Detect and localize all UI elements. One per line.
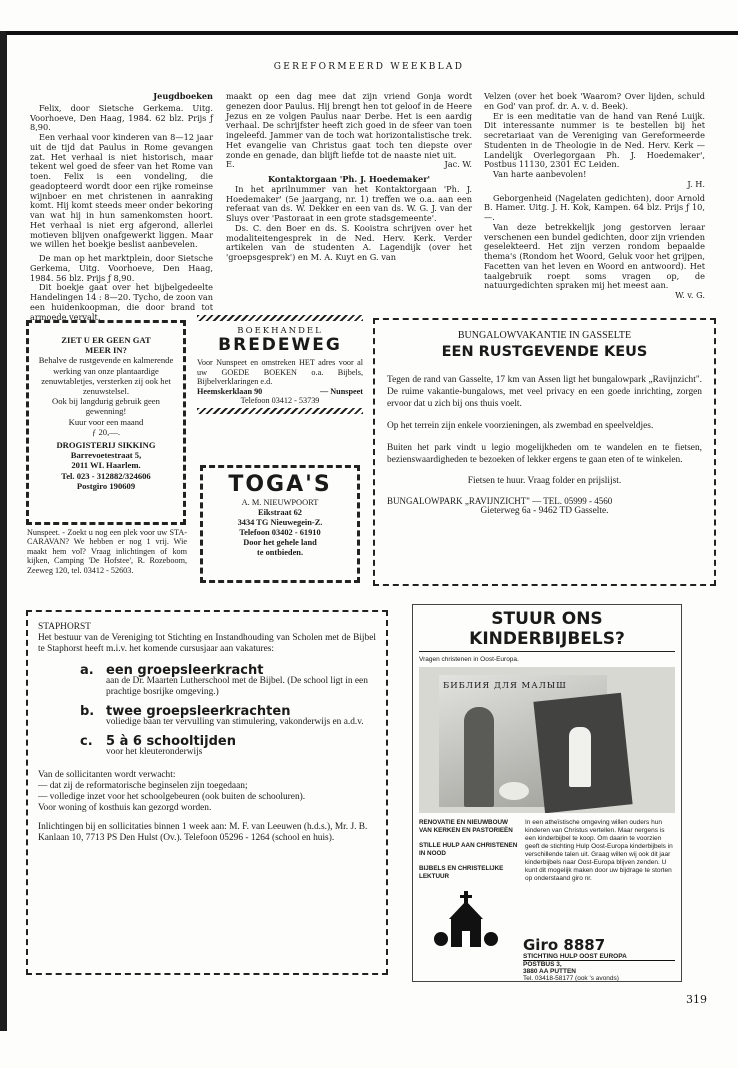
- church-logo-icon: [431, 889, 501, 949]
- ad-bungalowpark-ravijnzicht: [373, 318, 716, 586]
- signature-e: E.: [226, 159, 235, 170]
- kontaktorgaan-p1: In het aprilnummer van het Kontaktorgaan 'Ph. J. Hoedemaker' (5e jaargang, nr. 1) treffen we o.a. aan een referaat van ds. W. Dekker en een van ds. W. G. J. van der Sluys over 'Pastoraat in een grote stadsgemeente'.: [226, 183, 472, 223]
- top-rule: [6, 31, 738, 35]
- kontaktorgaan-cont: Velzen (over het boek 'Waarom? Over lijden, schuld en God' van prof. dr. A. v. d. Beek).: [484, 91, 705, 111]
- ad-kinder-title-2: KINDERBIJBELS?: [419, 629, 675, 652]
- ad-sikking-body-2: Ook bij langdurig gebruik geen gewenning!: [52, 396, 160, 417]
- ad-staphorst-vacatures: [26, 610, 388, 975]
- ad-sikking-headline-2: MEER IN?: [85, 345, 127, 356]
- ad-kinder-point-1: RENOVATIE EN NIEUWBOUW VAN KERKEN EN PASTORIEËN: [419, 819, 513, 834]
- ad-staphorst-heading: STAPHORST: [38, 622, 91, 632]
- review-marktplein-cont: maakt op een dag mee dat zijn vriend Gonja wordt genezen door Paulus. Hij brengt hen tot geloof in de Heere Jezus en ze volgen Paulus naar Derbe. Het is een aardig verhaal. De schrijfster heeft zich goed in de sfeer van toen ingeleefd. Jammer van de toch wat horizontalistische trek. Het evangelie van Christus gaat toch ten diepste over zonde en genade, dan blijft liefde tot de naaste niet uit.: [226, 91, 472, 160]
- ad-togas-tel: Telefoon 03402 - 61910: [239, 528, 321, 537]
- vacancy-c-desc: voor het kleuteronderwijs: [106, 747, 203, 757]
- ad-sikking-addr-2: 2011 WL Haarlem.: [71, 460, 141, 471]
- ad-bungalow-contact-2: Gieterweg 6a - 9462 TD Gasselte.: [480, 506, 609, 516]
- vacancy-b-label: b.: [80, 704, 95, 719]
- book-cover-title: БИБЛИЯ ДЛЯ МАЛЫШ: [443, 681, 567, 691]
- running-header: GEREFORMEERD WEEKBLAD: [273, 62, 465, 72]
- ad-bungalow-title: EEN RUSTGEVENDE KEUS: [441, 344, 648, 360]
- ad-bungalow-p1: Tegen de rand van Gasselte, 17 km van Assen ligt het bungalowpark „Ravijnzicht". De ruime vakantie-bungalows, met veel privacy en een goede inrichting, zorgen ervoor dat u zich bij ons thuis voelt.: [387, 375, 702, 409]
- wavy-rule-bottom: [197, 408, 363, 414]
- page-edge-shadow: [0, 31, 7, 1031]
- ad-sta-caravan: Nunspeet. - Zoekt u nog een plek voor uw STA-CARAVAN? We hebben er nog 1 vrij. Wie maakt hem vol? Vraag inlichtingen of kom kijken, Camping 'De Hofstee', R. Rozeboom, Zeeweg 120, tel. 03412 - 52603.: [27, 528, 187, 575]
- ad-staphorst-contact: Inlichtingen bij en sollicitaties binnen 1 week aan: M. F. van Leeuwen (h.d.s.), Mr. J. B. Kanlaan 10, 7713 PS Den Hulst (Ov.). Telefoon 05296 - 1264 (school en huis).: [38, 822, 368, 843]
- column-1: [30, 92, 213, 322]
- ad-bungalow-top: BUNGALOWVAKANTIE IN GASSELTE: [457, 330, 632, 341]
- ad-sikking-body: Behalve de rustgevende en kalmerende werking van onze plantaardige zenuwtabletjes, versterken zij ook het zenuwstelsel.: [38, 355, 174, 397]
- review-felix-citation: Felix, door Sietsche Gerkema. Uitg. Voorhoeve, Den Haag, 1984. 62 blz. Prijs ƒ 8,90.: [30, 102, 213, 133]
- ad-sikking-postgiro: Postgiro 190609: [76, 480, 136, 491]
- vacancy-c-title: 5 à 6 schooltijden: [106, 734, 236, 749]
- ad-boekhandel-bredeweg: [197, 315, 363, 445]
- review-marktplein-body: Dit boekje gaat over het bijbelgedeelte Handelingen 14 : 8—20. Tycho, de zoon van een huidenkoopman, die door brand tot armoede vervalt,: [30, 282, 213, 322]
- vacancy-a-desc: aan de Dr. Maarten Lutherschool met de Bijbel. (De school ligt in een prachtige bosrijke omgeving.): [106, 676, 368, 697]
- ad-kinder-subtitle: Vragen christenen in Oost-Europa.: [419, 656, 519, 663]
- ad-bungalow-p2: Op het terrein zijn enkele voorzieningen, als zwembad en speelveldjes.: [387, 421, 654, 431]
- ad-kinder-city: 3880 AA PUTTEN: [523, 968, 576, 976]
- ad-kinder-org: STICHTING HULP OOST EUROPA: [523, 953, 675, 961]
- ad-staphorst-req-2: — volledige inzet voor het schoolgebeuren (ook buiten de schooluren).: [38, 792, 306, 802]
- kontaktorgaan-p2: Ds. C. den Boer en ds. S. Kooistra schrijven over het modaliteitengesprek in de Ned. Herv. Kerk. Verder artikelen van de studenten A. Lagendijk (over het 'groepsgesprek') en M. A. Kuyt en G. van: [226, 222, 472, 262]
- illustration-lamb: [499, 782, 529, 800]
- review-marktplein-citation: De man op het marktplein, door Sietsche Gerkema, Uitg. Voorhoeve, Den Haag, 1984. 56 blz. Prijs ƒ 8,90.: [30, 253, 213, 283]
- kontaktorgaan-p3: Er is een meditatie van de hand van René Luijk. Dit interessante nummer is te bestellen bij het secretariaat van de Vereniging van Gereformeerde Studenten in de Theologie in de Ned. Herv. Kerk — Landelijk Overlegorgaan Ph. J. Hoedemaker', Postbus 11130, 2301 EC Leiden.: [484, 110, 705, 170]
- ad-sikking-addr-1: Barrevoetestraat 5,: [70, 450, 142, 461]
- ad-drogisterij-sikking: [26, 320, 186, 525]
- ad-togas: [200, 465, 360, 583]
- ad-bungalow-contact-1: BUNGALOWPARK „RAVIJNZICHT" — TEL. 05999 - 4560: [387, 496, 613, 506]
- ad-sikking-price: ƒ 20,—.: [92, 426, 120, 437]
- vacancy-b-desc: voliedige baan ter vervulling van stimulering, vakonderwijs en a.d.v.: [106, 717, 364, 727]
- ad-sikking-headline-1: ZIET U ER GEEN GAT: [61, 335, 151, 345]
- review-felix-body: Een verhaal voor kinderen van 8—12 jaar uit de tijd dat Paulus in Rome gevangen zat. Het verhaal is niet historisch, maar tekent wel goed de sfeer van het Rome van toen. Felix is een vondeling, die geadopteerd wordt door een rijke romeinse wijnboer en met christenen in aanraking komt. Hij komt steeds meer onder bekoring van wat hij in hun samenkomsten hoort. Het verhaal is niet erg afgerond, allerlei motieven blijven onafgewerkt liggen. Maar we willen het boekje beslist aanbevelen.: [30, 132, 213, 250]
- ad-bredeweg-top: BOEKHANDEL: [237, 326, 323, 336]
- section-heading: Jeugdboeken: [153, 91, 213, 101]
- ad-togas-city: 3434 TG Nieuwegein-Z.: [237, 518, 323, 527]
- vacancy-c-label: c.: [80, 734, 93, 749]
- ad-bredeweg-tel: Telefoon 03412 - 53739: [240, 395, 320, 405]
- book-cover-photo: [419, 667, 675, 813]
- ad-togas-note-1: Door het gehele land: [243, 538, 317, 547]
- ad-staphorst-req-1: — dat zij de reformatorische beginselen zijn toegedaan;: [38, 781, 248, 791]
- signature-wvg: W. v. G.: [675, 290, 705, 300]
- ad-bredeweg-city: — Nunspeet: [320, 386, 363, 396]
- ad-kinder-point-3: BIJBELS EN CHRISTELIJKE LEKTUUR: [419, 865, 504, 880]
- ad-togas-owner: A. M. NIEUWPOORT: [241, 498, 319, 507]
- ad-staphorst-housing: Voor woning of kosthuis kan gezorgd worden.: [38, 803, 212, 813]
- ad-kinderbijbels: [412, 604, 682, 982]
- wavy-rule-top: [197, 315, 363, 321]
- ad-staphorst-intro: Het bestuur van de Vereniging tot Stichting en Instandhouding van Scholen met de Bijbel te Staphorst heeft m.i.v. het komende cursusjaar aan vakatures:: [38, 633, 376, 654]
- ad-bredeweg-name: BREDEWEG: [218, 335, 342, 355]
- ad-sikking-name: DROGISTERIJ SIKKING: [56, 440, 156, 451]
- review-geborgenheid-citation: Geborgenheid (Nagelaten gedichten), door Arnold B. Hamer. Uitg. J. H. Kok, Kampen. 64 blz. Prijs ƒ 10,—.: [484, 192, 705, 222]
- ad-sikking-body-3: Kuur voor een maand: [68, 416, 144, 427]
- ad-sikking-tel: Tel. 023 - 312882/324606: [61, 470, 151, 481]
- ad-bredeweg-addr: Heemskerklaan 90: [197, 386, 263, 396]
- page-number: 319: [686, 993, 707, 1006]
- ad-bredeweg-body: Voor Nunspeet en omstreken HET adres voor al uw GOEDE BOEKEN o.a. Bijbels, Bijbelverklaringen e.d.: [197, 358, 363, 387]
- ad-togas-note-2: te ontbieden.: [256, 548, 304, 557]
- signature-jac-w: Jac. W.: [444, 159, 472, 170]
- kontaktorgaan-heading: Kontaktorgaan 'Ph. J. Hoedemaker': [267, 174, 431, 184]
- ad-bungalow-p4: Fietsen te huur. Vraag folder en prijslijst.: [467, 476, 622, 486]
- vacancy-a-title: een groepsleerkracht: [106, 663, 264, 678]
- photo-figure-1: [569, 727, 591, 787]
- ad-togas-street: Eikstraat 62: [258, 508, 302, 517]
- ad-kinder-body: In een atheïstische omgeving willen ouders hun kinderen van Christus vertellen. Maar nergens is een kinderbijbel te koop. Om daarin te voorzien geeft de stichting Hulp Oost-Europa kinderbijbels in verschillende talen uit. Graag willen wij ook dit jaar kinderbijbels naar Oost-Europa blijven zenden. U kunt dit mogelijk maken door uw bijdrage te storten op onderstaand giro nr.: [525, 819, 673, 882]
- illustration-figure: [464, 707, 494, 807]
- ad-bungalow-p3: Buiten het park vindt u legio mogelijkheden om te wandelen en te fietsen, bezienswaardigheden te bezoeken of lekker ergens te gaan eten of te winkelen.: [387, 443, 702, 465]
- ad-kinder-title-1: STUUR ONS: [491, 609, 603, 629]
- column-2: [226, 92, 472, 263]
- ad-staphorst-req-intro: Van de sollicitanten wordt verwacht:: [38, 770, 176, 780]
- vacancy-b-title: twee groepsleerkrachten: [106, 704, 291, 719]
- ad-kinder-tel: Tel. 03418-58177 (ook 's avonds): [523, 975, 619, 983]
- review-geborgenheid-body: Van deze betrekkelijk jong gestorven leraar verschenen een bundel gedichten, door zijn vrienden geselekteerd. Het zijn verzen rondom bepaalde thema's (Rondom het Woord, Geluk voor het grijpen, Facetten van het leven en Woord en antwoord). Het taalgebruik roept soms vragen op, de natuurgedichten spraken mij het meest aan.: [484, 221, 705, 291]
- ad-kinder-point-2: STILLE HULP AAN CHRISTENEN IN NOOD: [419, 842, 518, 857]
- signature-jh: J. H.: [687, 178, 705, 189]
- ad-togas-name: TOGA'S: [228, 472, 332, 497]
- ad-kinder-postbus: POSTBUS 3,: [523, 961, 562, 969]
- column-3: [484, 92, 705, 301]
- kontaktorgaan-p4: Van harte aanbevolen!: [493, 169, 587, 179]
- vacancy-a-label: a.: [80, 663, 94, 678]
- ad-kinder-giro: Giro 8887: [523, 936, 606, 955]
